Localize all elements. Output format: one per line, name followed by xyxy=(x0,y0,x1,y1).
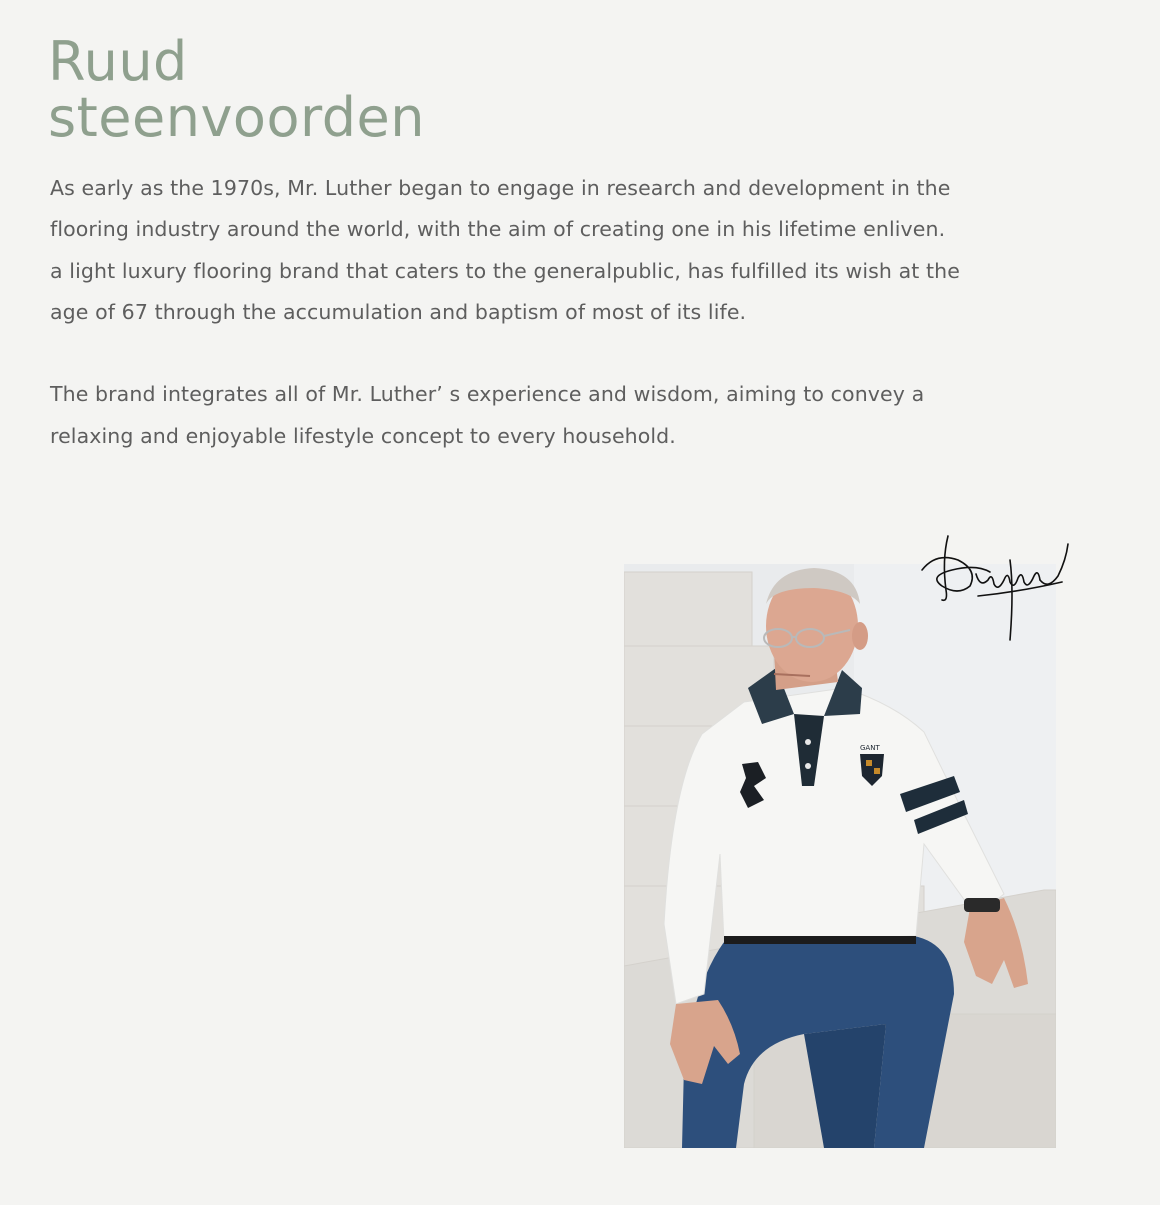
title-line-1: Ruud xyxy=(48,30,188,93)
intro-paragraph-2 xyxy=(50,374,1130,457)
paragraph-1-line-1: As early as the 1970s, Mr. Luther began to engage in research and development in the xyxy=(50,176,951,200)
paragraph-2-line-2: relaxing and enjoyable lifestyle concept to every household. xyxy=(50,423,676,448)
page-title xyxy=(48,30,425,149)
paragraph-2-line-1: The brand integrates all of Mr. Luther’ s experience and wisdom, aiming to convey a xyxy=(50,382,925,407)
founder-portrait-photo xyxy=(624,564,1056,1148)
portrait-illustration xyxy=(624,564,1056,1148)
paragraph-1-line-4: age of 67 through the accumulation and baptism of most of its life. xyxy=(50,299,747,324)
intro-paragraph-1 xyxy=(50,168,1130,333)
crest-text: GANT xyxy=(860,744,880,752)
paragraph-1-line-3: a light luxury flooring brand that caters to the generalpublic, has fulfilled its wish at the xyxy=(50,258,960,283)
title-line-2: steenvoorden xyxy=(48,86,425,149)
paragraph-1-line-2: flooring industry around the world, with the aim of creating one in his lifetime enliven. xyxy=(50,217,946,242)
handwritten-signature xyxy=(918,530,1076,644)
intro-text xyxy=(50,168,1130,457)
